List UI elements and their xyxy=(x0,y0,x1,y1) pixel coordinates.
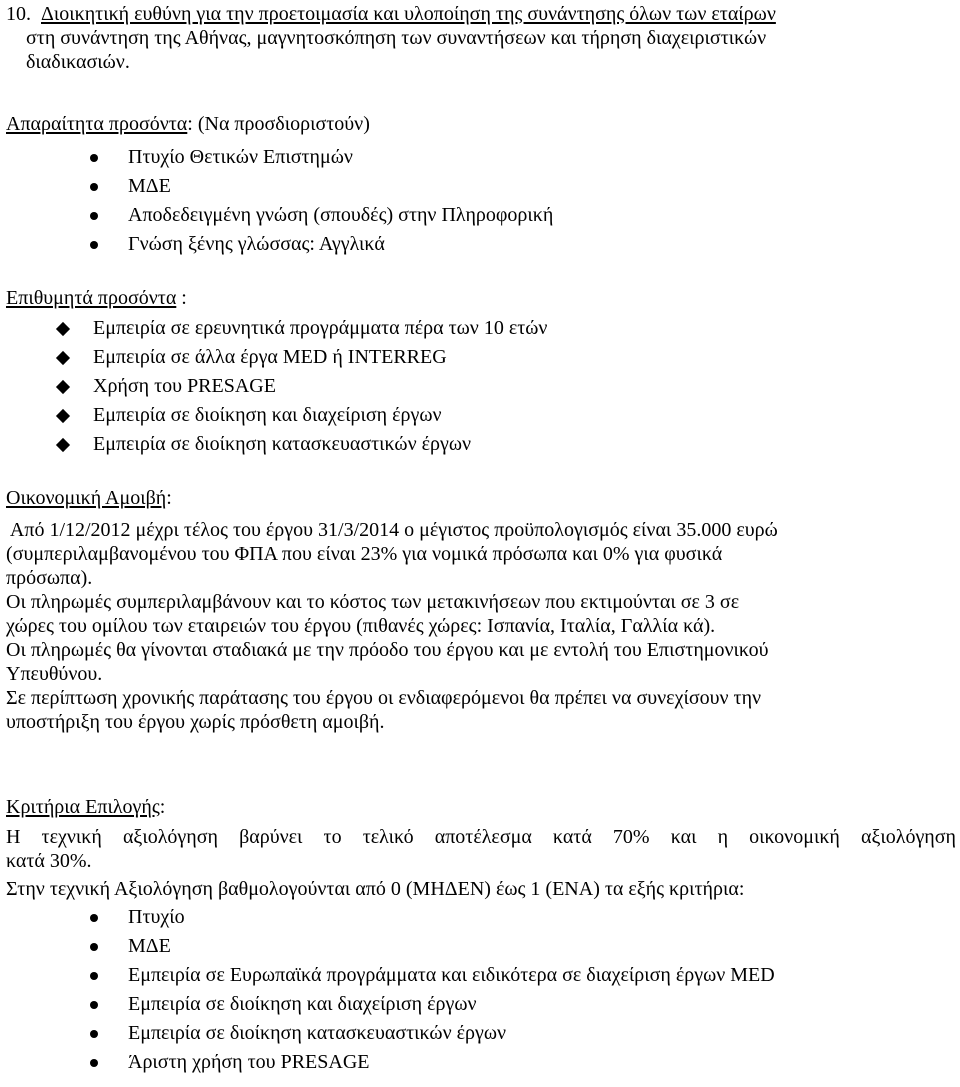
compensation-line-5: χώρες του ομίλου των εταιρειών του έργου (πιθανές χώρες: Ισπανία, Ιταλία, Γαλλία κά). xyxy=(6,615,716,637)
list-item: Εμπειρία σε διοίκηση και διαχείριση έργων xyxy=(6,990,956,1019)
required-heading-line xyxy=(6,112,956,136)
diamond-bullet-icon xyxy=(56,438,70,452)
bullet-icon xyxy=(90,1001,98,1009)
criteria-line-2: κατά 30%. xyxy=(6,850,92,872)
compensation-line-6: Οι πληρωμές θα γίνονται σταδιακά με την πρόοδο του έργου και με εντολή του Επιστημονικού xyxy=(6,639,769,661)
list-item: Άριστη χρήση του PRESAGE xyxy=(6,1048,956,1077)
required-qualifications-section xyxy=(6,112,956,259)
required-heading-suffix: : (Να προσδιοριστούν) xyxy=(187,113,370,135)
bullet-icon xyxy=(90,241,98,249)
list-item: Πτυχίο Θετικών Επιστημών xyxy=(6,143,956,172)
list-item: Εμπειρία σε ερευνητικά προγράμματα πέρα των 10 ετών xyxy=(6,314,956,343)
bullet-icon xyxy=(90,972,98,980)
criteria-section xyxy=(6,795,956,1077)
item-number: 10. xyxy=(6,3,31,25)
item-10-text-1: Διοικητική ευθύνη για την προετοιμασία και υλοποίηση της συνάντησης όλων των εταίρων xyxy=(41,3,776,25)
compensation-line-4: Οι πληρωμές συμπεριλαμβάνουν και το κόστος των μετακινήσεων που εκτιμούνται σε 3 σε xyxy=(6,591,740,613)
bullet-icon xyxy=(90,943,98,951)
item-10-line-1 xyxy=(6,2,956,26)
list-item: Γνώση ξένης γλώσσας: Αγγλικά xyxy=(6,230,956,259)
compensation-body xyxy=(6,518,956,734)
compensation-line-1: Από 1/12/2012 μέχρι τέλος του έργου 31/3/2014 ο μέγιστος προϋπολογισμός είναι 35.000 ευρώ xyxy=(6,519,778,541)
list-item: ΜΔΕ xyxy=(6,172,956,201)
desired-heading-line xyxy=(6,286,956,310)
criteria-heading-line xyxy=(6,795,956,819)
bullet-icon xyxy=(90,1030,98,1038)
diamond-bullet-icon xyxy=(56,351,70,365)
list-item: Χρήση του PRESAGE xyxy=(6,372,956,401)
criteria-heading: Κριτήρια Επιλογής xyxy=(6,796,160,818)
compensation-line-3: πρόσωπα). xyxy=(6,567,93,589)
item-10-line-2: στη συνάντηση της Αθήνας, μαγνητοσκόπηση των συναντήσεων και τήρηση διαχειριστικών xyxy=(26,27,767,49)
compensation-heading: Οικονομική Αμοιβή xyxy=(6,487,167,509)
bullet-icon xyxy=(90,212,98,220)
compensation-line-9: υποστήριξη του έργου χωρίς πρόσθετη αμοιβή. xyxy=(6,711,385,733)
list-item: Πτυχίο xyxy=(6,903,956,932)
compensation-heading-line xyxy=(6,486,956,510)
bullet-icon xyxy=(90,1059,98,1067)
criteria-list xyxy=(6,903,956,1077)
diamond-bullet-icon xyxy=(56,409,70,423)
criteria-line-3: Στην τεχνική Αξιολόγηση βαθμολογούνται από 0 (ΜΗΔΕΝ) έως 1 (ΕΝΑ) τα εξής κριτήρια: xyxy=(6,878,745,900)
list-item: Εμπειρία σε Ευρωπαϊκά προγράμματα και ειδικότερα σε διαχείριση έργων MED xyxy=(6,961,956,990)
compensation-section xyxy=(6,486,956,734)
list-item: Εμπειρία σε άλλα έργα MED ή INTERREG xyxy=(6,343,956,372)
criteria-heading-suffix: : xyxy=(159,796,166,818)
required-heading: Απαραίτητα προσόντα xyxy=(6,113,188,135)
item-10-line-3: διαδικασιών. xyxy=(26,51,130,73)
item-10-paragraph xyxy=(6,2,956,74)
bullet-icon xyxy=(90,183,98,191)
list-item: ΜΔΕ xyxy=(6,932,956,961)
list-item: Αποδεδειγμένη γνώση (σπουδές) στην Πληροφορική xyxy=(6,201,956,230)
list-item: Εμπειρία σε διοίκηση και διαχείριση έργων xyxy=(6,401,956,430)
desired-heading-suffix: : xyxy=(176,287,187,309)
compensation-line-8: Σε περίπτωση χρονικής παράτασης του έργου οι ενδιαφερόμενοι θα πρέπει να συνεχίσουν την xyxy=(6,687,762,709)
required-list xyxy=(6,143,956,259)
desired-list xyxy=(6,314,956,459)
list-item: Εμπειρία σε διοίκηση κατασκευαστικών έργων xyxy=(6,430,956,459)
compensation-line-2: (συμπεριλαμβανομένου του ΦΠΑ που είναι 23% για νομικά πρόσωπα και 0% για φυσικά xyxy=(6,543,723,565)
list-item: Εμπειρία σε διοίκηση κατασκευαστικών έργων xyxy=(6,1019,956,1048)
diamond-bullet-icon xyxy=(56,380,70,394)
bullet-icon xyxy=(90,914,98,922)
compensation-line-7: Υπευθύνου. xyxy=(6,663,103,685)
desired-qualifications-section xyxy=(6,286,956,459)
compensation-heading-suffix: : xyxy=(166,487,172,509)
desired-heading: Επιθυμητά προσόντα xyxy=(6,287,177,309)
criteria-line-1: Η τεχνική αξιολόγηση βαρύνει το τελικό αποτέλεσμα κατά 70% και η οικονομική αξιολόγηση xyxy=(6,826,956,848)
diamond-bullet-icon xyxy=(56,322,70,336)
bullet-icon xyxy=(90,154,98,162)
